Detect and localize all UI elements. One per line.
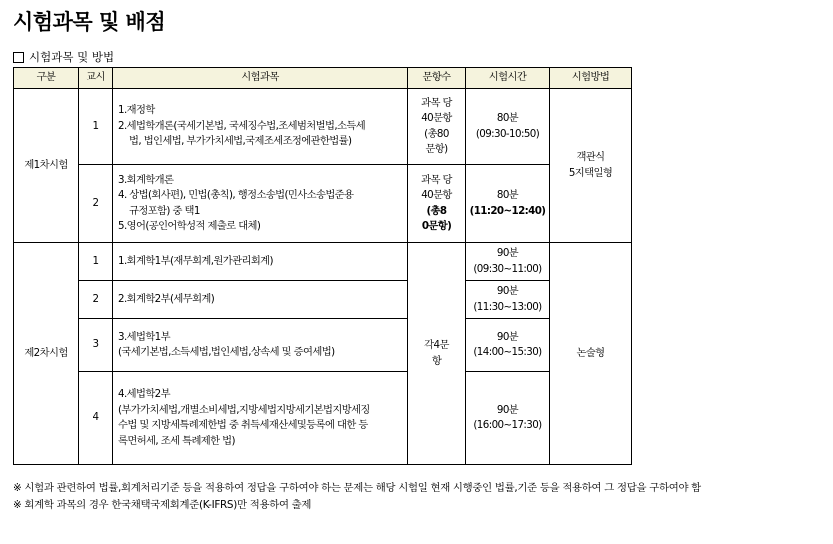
time-range: (09:30~11:00) (473, 262, 542, 275)
subject-line: 1.회계학1부(재무회계,원가관리회계) (118, 254, 273, 267)
header-questions: 문항수 (408, 68, 466, 89)
time-duration: 80분 (496, 112, 519, 124)
time-duration: 90분 (496, 285, 519, 297)
subject-cell (113, 281, 408, 319)
exam1-method (550, 89, 632, 243)
subject-line: (부가가치세법,개별소비세법,지방세법지방세기본법지방세징 (118, 403, 370, 416)
question-count (408, 89, 466, 165)
time-range: (11:30~13:00) (473, 300, 542, 313)
time-duration: 80분 (496, 189, 519, 201)
period-number: 4 (79, 372, 113, 465)
exam-time (466, 372, 550, 465)
question-line: 40문항 (421, 189, 452, 201)
header-time: 시험시간 (466, 68, 550, 89)
exam-time (466, 89, 550, 165)
time-range: (14:00~15:30) (473, 346, 542, 358)
footnote: ※ 회계학 과목의 경우 한국채택국제회계준(K-IFRS)만 적용하여 출제 (13, 499, 312, 511)
question-line: 문항) (425, 143, 448, 155)
section-subtitle (13, 49, 114, 65)
header-subjects: 시험과목 (113, 68, 408, 89)
footnotes (13, 480, 701, 514)
period-number: 2 (79, 281, 113, 319)
table-row (14, 89, 632, 165)
question-line: 40문항 (421, 112, 452, 124)
method-line: 객관식 (576, 151, 605, 163)
time-range: (09:30-10:50) (475, 127, 540, 140)
exam-time (466, 165, 550, 243)
time-range: (16:00~17:30) (473, 419, 542, 431)
exam-time (466, 243, 550, 281)
subject-cell (113, 243, 408, 281)
exam1-label: 제1차시험 (14, 89, 79, 243)
subject-line: 4. 상법(회사편), 민법(총칙), 행정소송법(민사소송법준용 (118, 189, 354, 201)
subject-cell (113, 319, 408, 372)
page-title: 시험과목 및 배점 (13, 10, 166, 34)
subject-line: (국세기본법,소득세법,법인세법,상속세 및 증여세법) (118, 346, 335, 358)
subject-line: 1.재정학 (118, 104, 155, 117)
method-line: 5지택일형 (568, 166, 613, 179)
time-duration: 90분 (496, 247, 519, 259)
table-row (14, 319, 632, 372)
exam2-question-count (408, 243, 466, 465)
time-duration: 90분 (496, 403, 519, 416)
header-category: 구분 (14, 68, 79, 89)
subtitle-text: 시험과목 및 방법 (29, 50, 115, 64)
table-row (14, 165, 632, 243)
table-row (14, 372, 632, 465)
exam2-method: 논술형 (550, 243, 632, 465)
question-line: 과목 당 (421, 96, 452, 109)
subject-line: 수법 및 지방세특례제한법 중 취득세재산세및등록에 대한 등 (118, 419, 368, 431)
footnote: ※ 시험과 관련하여 법률,회계처리기준 등을 적용하여 정답을 구하여야 하는 문제는 해당 시험일 현재 시행중인 법률,기준 등을 적용하여 그 정답을 구하여야 함 (13, 482, 701, 494)
question-line: 0문항) (421, 220, 452, 232)
exam2-label: 제2차시험 (14, 243, 79, 465)
checkbox-icon (13, 52, 24, 63)
table-row (14, 243, 632, 281)
subject-line: 4.세법학2부 (118, 388, 170, 400)
subject-line: 2.세법학개론(국세기본법, 국세징수법,조세범처벌법,소득세 (118, 119, 366, 132)
question-line: 각4문 (424, 339, 449, 351)
question-line: (총8 (426, 204, 447, 217)
subject-line: 3.회계학개론 (118, 173, 174, 186)
subject-cell (113, 372, 408, 465)
header-period: 교시 (79, 68, 113, 89)
subject-line: 록면허세, 조세 특례제한 법) (118, 434, 235, 447)
table-header-row (14, 68, 632, 89)
question-line: 항 (431, 354, 442, 367)
question-count (408, 165, 466, 243)
period-number: 3 (79, 319, 113, 372)
period-number: 1 (79, 89, 113, 165)
subject-line: 2.회계학2부(세무회계) (118, 292, 215, 305)
exam-time (466, 281, 550, 319)
exam-table (13, 67, 632, 465)
time-duration: 90분 (496, 330, 519, 343)
subject-line: 법, 법인세법, 부가가치세법,국제조세조정에관한법률) (129, 135, 352, 148)
subject-cell (113, 89, 408, 165)
subject-line: 3.세법학1부 (118, 330, 170, 343)
question-line: (총80 (424, 127, 449, 140)
subject-line: 5.영어(공인어학성적 제출로 대체) (118, 220, 261, 232)
header-method: 시험방법 (550, 68, 632, 89)
subject-cell (113, 165, 408, 243)
question-line: 과목 당 (421, 173, 452, 186)
subject-line: 규정포함) 중 택1 (129, 204, 200, 217)
period-number: 2 (79, 165, 113, 243)
time-range: (11:20~12:40) (469, 204, 546, 217)
period-number: 1 (79, 243, 113, 281)
exam-time (466, 319, 550, 372)
table-row (14, 281, 632, 319)
